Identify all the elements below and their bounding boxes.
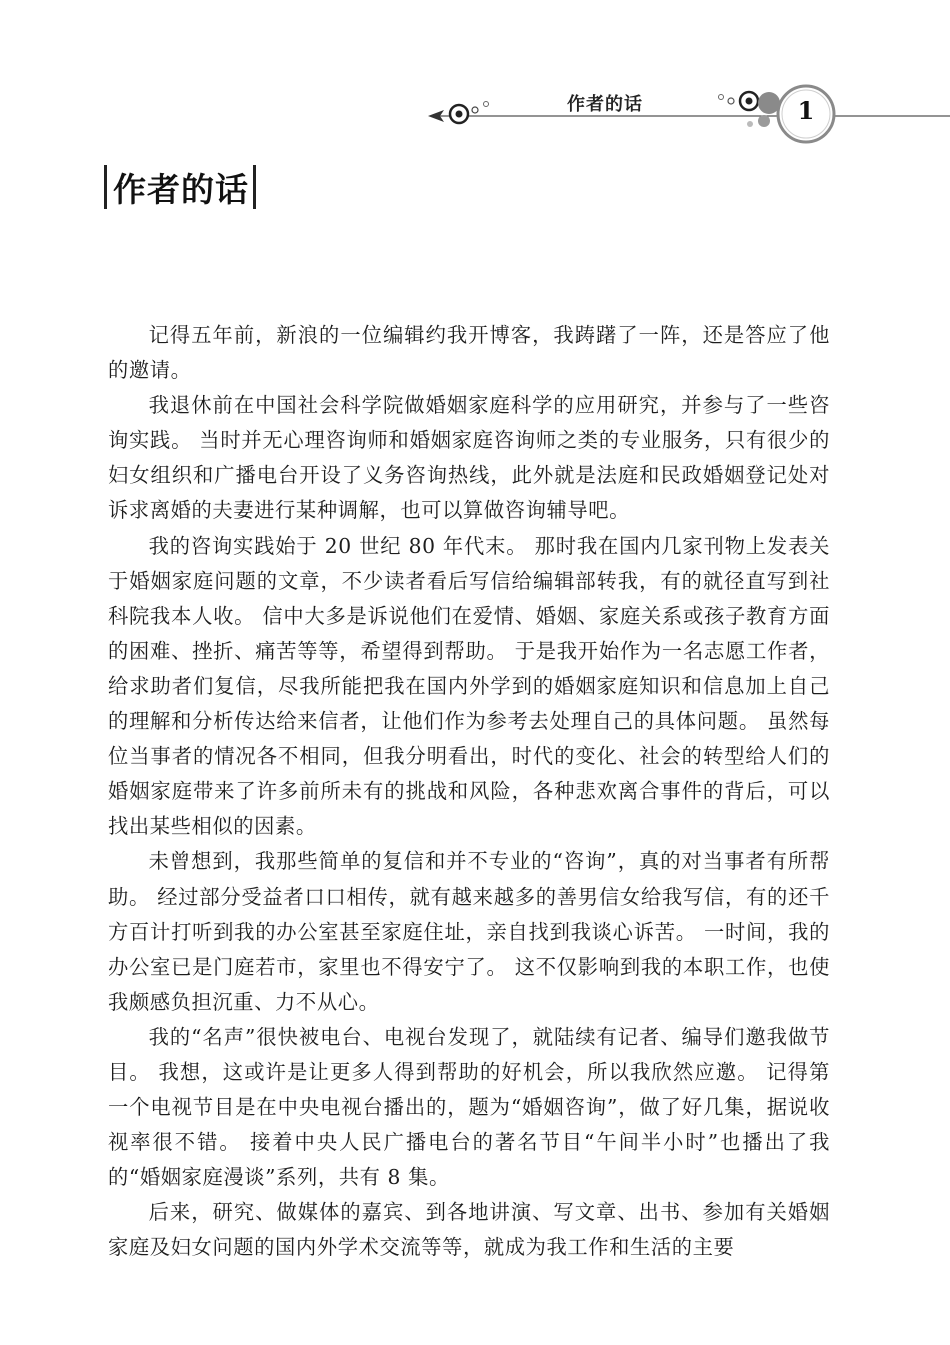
body-text [108, 318, 830, 1266]
paragraph: 我的咨询实践始于 20 世纪 80 年代末。 那时我在国内几家刊物上发表关于婚姻家庭问题的文章，不少读者看后写信给编辑部转我，有的就径直写到社科院我本人收。 信中大多是诉说他们在爱情、婚姻、家庭关系或孩子教育方面的困难、挫折、痛苦等等，希望得到帮助。 于是我开始作为一名志愿工作者，给求助者们复信，尽我所能把我在国内外学到的婚姻家庭知识和信息加上自己的理解和分析传达给来信者，让他们作为参考去处理自己的具体问题。 虽然每位当事者的情况各不相同，但我分明看出，时代的变化、社会的转型给人们的婚姻家庭带来了许多前所未有的挑战和风险，各种悲欢离合事件的背后，可以找出某些相似的因素。 [108, 533, 830, 839]
running-header [0, 0, 950, 150]
chapter-title [104, 163, 256, 211]
paragraph: 记得五年前，新浪的一位编辑约我开博客，我踌躇了一阵，还是答应了他的邀请。 [108, 323, 830, 383]
paragraph: 未曾想到，我那些简单的复信和并不专业的“咨询”，真的对当事者有所帮助。 经过部分受益者口口相传，就有越来越多的善男信女给我写信，有的还千方百计打听到我的办公室甚至家庭住址，亲自找到我谈心诉苦。 一时间，我的办公室已是门庭若市，家里也不得安宁了。 这不仅影响到我的本职工作，也使我颇感负担沉重、力不从心。 [108, 849, 830, 1014]
page-number: 1 [797, 96, 815, 125]
paragraph: 我退休前在中国社会科学院做婚姻家庭科学的应用研究，并参与了一些咨询实践。 当时并无心理咨询师和婚姻家庭咨询师之类的专业服务，只有很少的妇女组织和广播电台开设了义务咨询热线，此外就是法庭和民政婚姻登记处对诉求离婚的夫妻进行某种调解，也可以算做咨询辅导吧。 [108, 393, 830, 523]
paragraph: 我的“名声”很快被电台、电视台发现了，就陆续有记者、编导们邀我做节目。 我想，这或许是让更多人得到帮助的好机会，所以我欣然应邀。 记得第一个电视节目是在中央电视台播出的，题为“婚姻咨询”，做了好几集，据说收视率很不错。 接着中央人民广播电台的著名节目“午间半小时”也播出了我的“婚姻家庭漫谈”系列，共有 8 集。 [108, 1024, 830, 1190]
header-ornament [0, 0, 950, 150]
right-circle-ornament [719, 92, 781, 127]
paragraph: 后来，研究、做媒体的嘉宾、到各地讲演、写文章、出书、参加有关婚姻家庭及妇女问题的国内外学术交流等等，就成为我工作和生活的主要 [108, 1200, 830, 1260]
title-bar-right [253, 165, 256, 209]
chapter-title-text: 作者的话 [113, 169, 249, 209]
left-circle-ornament [450, 102, 489, 124]
running-title: 作者的话 [567, 94, 643, 115]
